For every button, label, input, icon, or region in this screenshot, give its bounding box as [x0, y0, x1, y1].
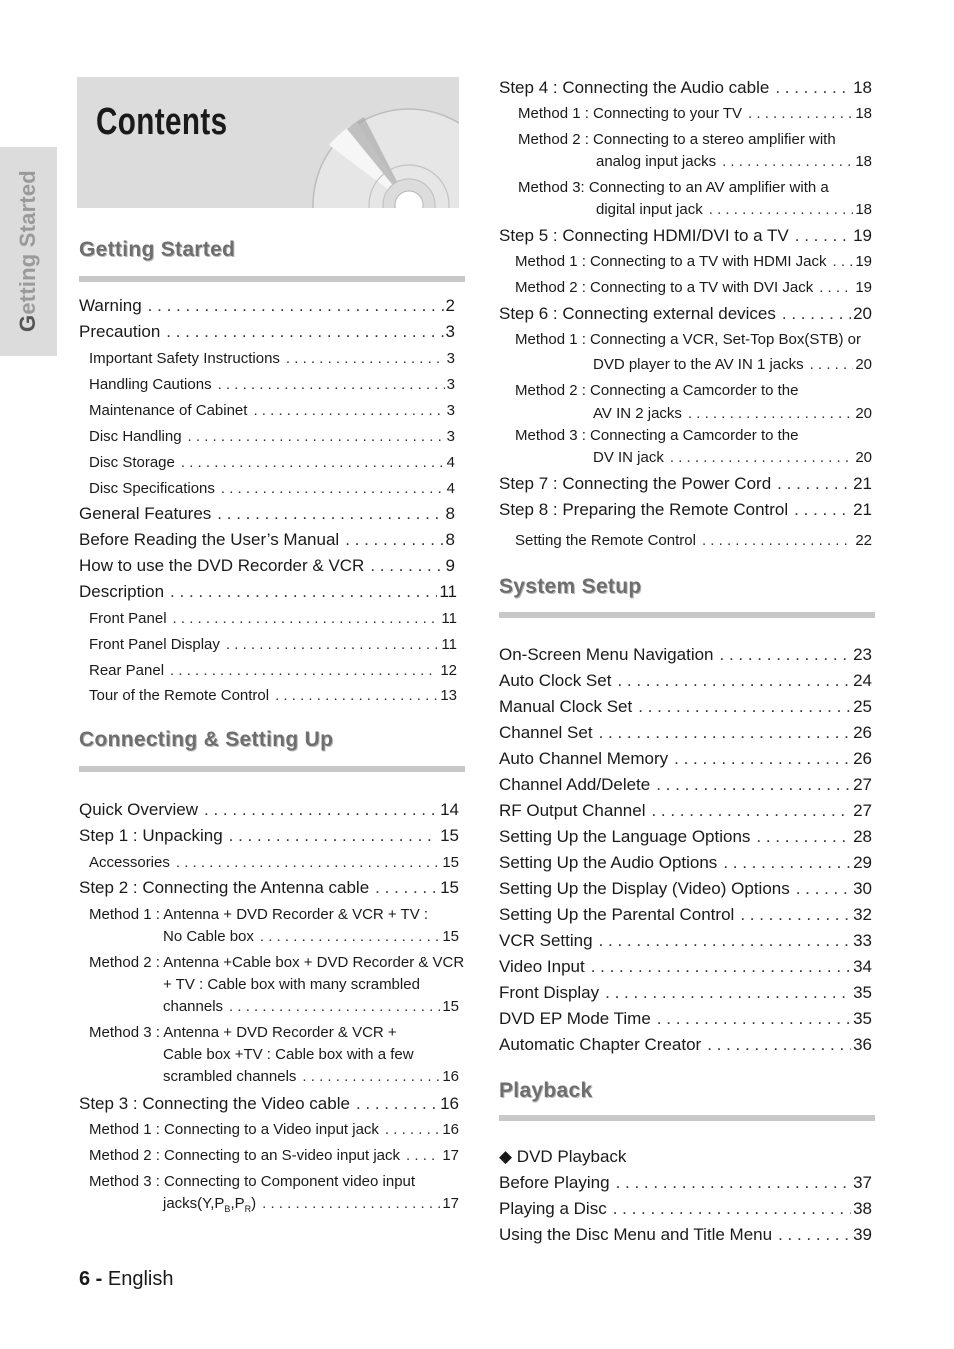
- toc-entry[interactable]: Front Panel . . . 11: [89, 610, 457, 627]
- toc-entry[interactable]: analog input jacks . . . 18: [596, 153, 872, 170]
- toc-entry[interactable]: Manual Clock Set . . . 25: [499, 697, 872, 717]
- toc-entry[interactable]: VCR Setting . . . 33: [499, 931, 872, 951]
- page-language: English: [107, 1268, 174, 1290]
- toc-entry[interactable]: Step 2 : Connecting the Antenna cable . . . 15: [79, 878, 459, 898]
- toc-entry[interactable]: Step 3 : Connecting the Video cable . . . 16: [79, 1094, 459, 1114]
- contents-header-box: [77, 77, 459, 208]
- toc-entry[interactable]: Setting Up the Audio Options . . . 29: [499, 853, 872, 873]
- toc-entry[interactable]: Tour of the Remote Control . . . 13: [89, 687, 457, 704]
- toc-entry[interactable]: General Features . . . 8: [79, 504, 455, 524]
- toc-entry-text: Cable box +TV : Cable box with a few: [163, 1046, 414, 1063]
- toc-entry[interactable]: Using the Disc Menu and Title Menu . . . 39: [499, 1225, 872, 1245]
- toc-entry[interactable]: Front Display . . . 35: [499, 983, 872, 1003]
- page-title: Contents: [96, 101, 228, 143]
- toc-entry[interactable]: RF Output Channel . . . 27: [499, 801, 872, 821]
- disc-icon: [309, 105, 459, 208]
- side-section-tab: [0, 147, 57, 356]
- toc-entry[interactable]: digital input jack . . . 18: [596, 201, 872, 218]
- toc-entry[interactable]: Accessories . . . 15: [89, 854, 459, 871]
- toc-entry-text: Method 3: Connecting to an AV amplifier with a: [518, 179, 829, 196]
- toc-entry[interactable]: Step 7 : Connecting the Power Cord . . . 21: [499, 474, 872, 494]
- toc-entry[interactable]: Description . . . 11: [79, 582, 457, 602]
- section-heading: Connecting & Setting Up: [79, 728, 334, 751]
- toc-entry[interactable]: Step 6 : Connecting external devices . . . 20: [499, 304, 872, 324]
- toc-entry[interactable]: Auto Channel Memory . . . 26: [499, 749, 872, 769]
- toc-entry[interactable]: Before Reading the User’s Manual . . . 8: [79, 530, 455, 550]
- toc-entry[interactable]: Disc Specifications . . . 4: [89, 480, 455, 497]
- toc-entry[interactable]: Auto Clock Set . . . 24: [499, 671, 872, 691]
- toc-entry[interactable]: How to use the DVD Recorder & VCR . . . 9: [79, 556, 455, 576]
- toc-entry-text: Method 1 : Connecting a VCR, Set-Top Box(STB) or: [515, 331, 861, 348]
- toc-entry[interactable]: Setting Up the Language Options . . . 28: [499, 827, 872, 847]
- toc-entry[interactable]: Setting Up the Parental Control . . . 32: [499, 905, 872, 925]
- section-divider: [499, 1115, 875, 1121]
- toc-entry-text: + TV : Cable box with many scrambled: [163, 976, 420, 993]
- toc-entry-text: Method 3 : Connecting a Camcorder to the: [515, 427, 799, 444]
- toc-entry[interactable]: Playing a Disc . . . 38: [499, 1199, 872, 1219]
- toc-entry[interactable]: Setting the Remote Control . . . 22: [515, 532, 872, 549]
- toc-entry-text: Method 3 : Antenna + DVD Recorder & VCR +: [89, 1024, 397, 1041]
- toc-entry[interactable]: Rear Panel . . . 12: [89, 662, 457, 679]
- toc-entry[interactable]: Important Safety Instructions . . . 3: [89, 350, 455, 367]
- toc-entry[interactable]: Handling Cautions . . . 3: [89, 376, 455, 393]
- toc-entry[interactable]: Step 1 : Unpacking . . . 15: [79, 826, 459, 846]
- side-tab-rest: etting Started: [15, 170, 40, 315]
- toc-entry[interactable]: Step 8 : Preparing the Remote Control . . . 21: [499, 500, 872, 520]
- toc-entry[interactable]: scrambled channels . . . 16: [163, 1068, 459, 1085]
- toc-entry-text: Method 2 : Connecting a Camcorder to the: [515, 382, 799, 399]
- toc-entry[interactable]: Method 2 : Connecting to a TV with DVI Jack . . . 19: [515, 279, 872, 296]
- section-divider: [79, 276, 465, 282]
- toc-entry[interactable]: No Cable box . . . 15: [163, 928, 459, 945]
- toc-entry-text: Method 2 : Antenna +Cable box + DVD Recorder & VCR: [89, 954, 465, 971]
- toc-entry[interactable]: Step 5 : Connecting HDMI/DVI to a TV . . . 19: [499, 226, 872, 246]
- side-tab-initial: G: [15, 314, 40, 332]
- toc-entry[interactable]: Front Panel Display . . . 11: [89, 636, 457, 653]
- toc-entry[interactable]: Warning . . . 2: [79, 296, 455, 316]
- toc-entry[interactable]: Method 1 : Connecting to a TV with HDMI Jack . . . 19: [515, 253, 872, 270]
- toc-entry-text: Method 2 : Connecting to a stereo amplifier with: [518, 131, 836, 148]
- toc-entry[interactable]: Method 1 : Connecting to a Video input jack . . . 16: [89, 1121, 459, 1138]
- toc-entry[interactable]: DVD player to the AV IN 1 jacks . . . 20: [593, 356, 872, 373]
- toc-entry[interactable]: Method 2 : Connecting to an S-video input jack . . . 17: [89, 1147, 459, 1164]
- toc-entry[interactable]: Quick Overview . . . 14: [79, 800, 459, 820]
- side-tab-label: [15, 170, 41, 332]
- page-footer: [79, 1268, 174, 1291]
- toc-entry[interactable]: Setting Up the Display (Video) Options . . . 30: [499, 879, 872, 899]
- toc-entry[interactable]: Video Input . . . 34: [499, 957, 872, 977]
- section-heading: System Setup: [499, 575, 642, 598]
- toc-entry[interactable]: AV IN 2 jacks . . . 20: [593, 405, 872, 422]
- toc-subheading: ◆ DVD Playback: [499, 1147, 627, 1166]
- toc-entry[interactable]: Disc Handling . . . 3: [89, 428, 455, 445]
- toc-entry[interactable]: Channel Add/Delete . . . 27: [499, 775, 872, 795]
- section-divider: [499, 612, 875, 618]
- toc-entry[interactable]: Precaution . . . 3: [79, 322, 455, 342]
- section-heading: Getting Started: [79, 238, 236, 261]
- toc-entry[interactable]: Channel Set . . . 26: [499, 723, 872, 743]
- section-divider: [79, 766, 465, 772]
- toc-entry-text: Method 1 : Antenna + DVD Recorder & VCR + TV :: [89, 906, 429, 923]
- toc-entry[interactable]: channels . . . 15: [163, 998, 459, 1015]
- toc-entry[interactable]: DV IN jack . . . 20: [593, 449, 872, 466]
- page-number: 6 -: [79, 1268, 103, 1290]
- toc-entry[interactable]: On-Screen Menu Navigation . . . 23: [499, 645, 872, 665]
- toc-entry[interactable]: Automatic Chapter Creator . . . 36: [499, 1035, 872, 1055]
- toc-entry[interactable]: Method 1 : Connecting to your TV . . . 18: [518, 105, 872, 122]
- toc-entry[interactable]: Disc Storage . . . 4: [89, 454, 455, 471]
- section-heading: Playback: [499, 1079, 593, 1102]
- toc-entry[interactable]: Before Playing . . . 37: [499, 1173, 872, 1193]
- toc-entry[interactable]: $jacks(Y,P_B,P_R)$ . . . 17: [163, 1195, 459, 1214]
- toc-entry[interactable]: DVD EP Mode Time . . . 35: [499, 1009, 872, 1029]
- toc-entry[interactable]: Step 4 : Connecting the Audio cable . . . 18: [499, 78, 872, 98]
- toc-entry-text: Method 3 : Connecting to Component video input: [89, 1173, 416, 1190]
- toc-entry[interactable]: Maintenance of Cabinet . . . 3: [89, 402, 455, 419]
